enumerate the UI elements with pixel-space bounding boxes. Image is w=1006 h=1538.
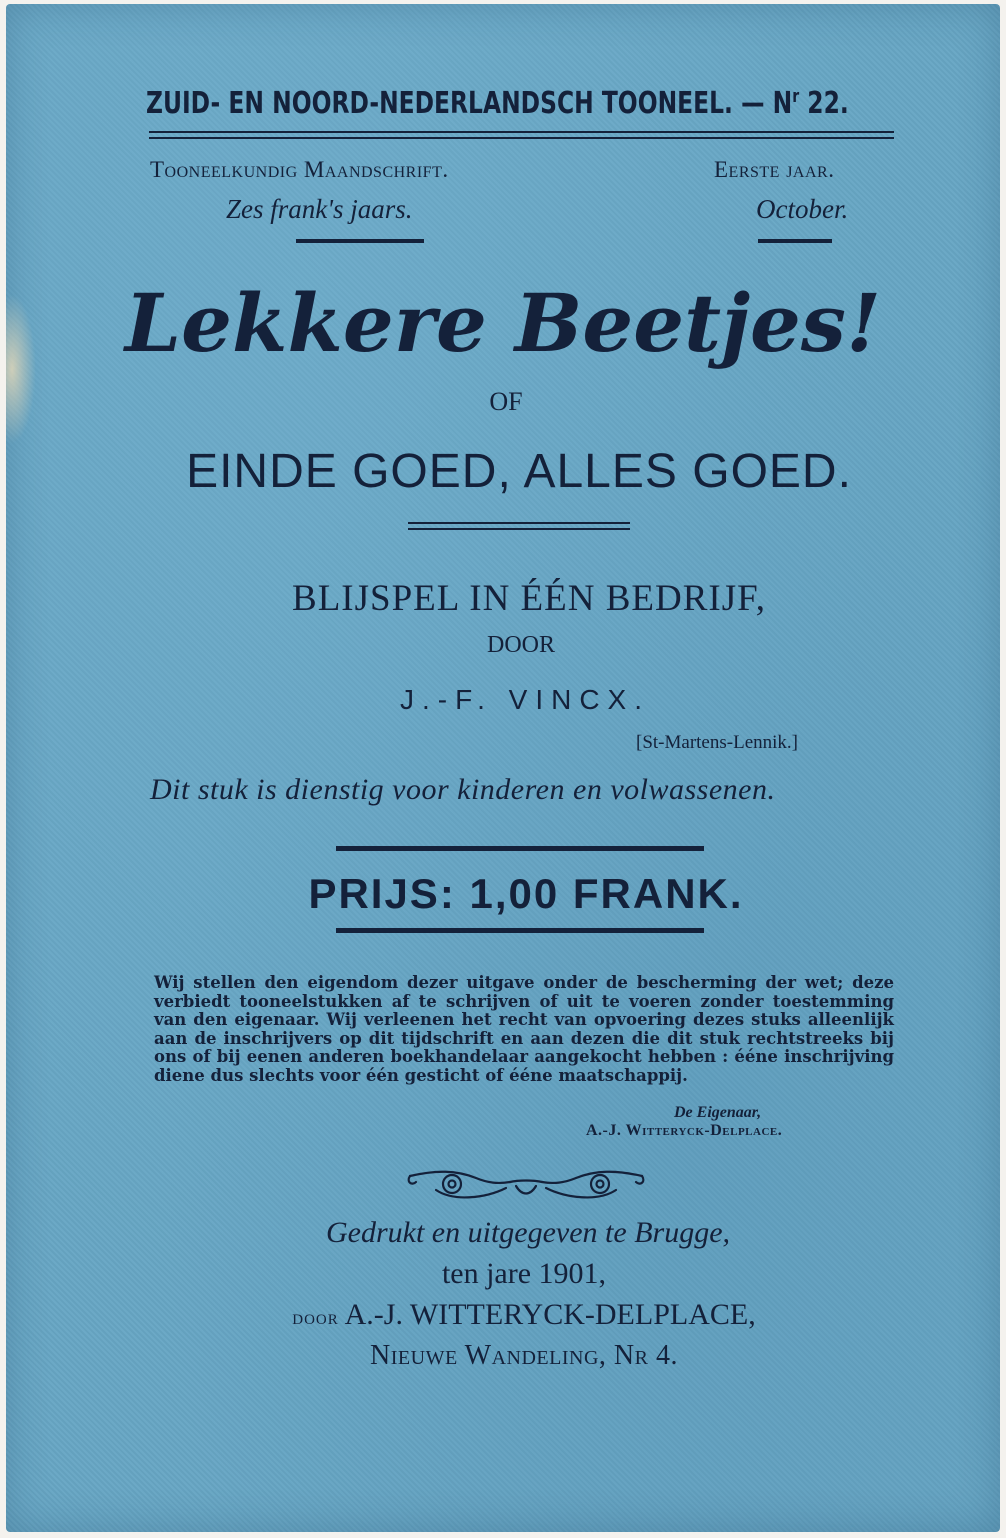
printer-by-word: door — [292, 1304, 339, 1329]
issue-month: October. — [756, 194, 849, 224]
header-rule-bottom — [149, 137, 894, 139]
title-rule-top — [408, 522, 630, 524]
issue-number: 22. — [799, 86, 849, 121]
volume-year: Eerste jaar. — [714, 157, 835, 182]
price-rule-bottom — [336, 928, 704, 933]
owner-name: A.-J. Witteryck-Delplace. — [586, 1122, 783, 1139]
monthly-subtitle: Tooneelkundig Maandschrift. — [150, 157, 449, 182]
issue-number-sup: r — [792, 86, 800, 107]
subscription-price: Zes frank's jaars. — [226, 194, 413, 224]
owner-label: De Eigenaar, — [674, 1104, 762, 1121]
author-name: J.-F. VINCX. — [399, 684, 650, 715]
by-line: DOOR — [486, 632, 555, 658]
title-or: OF — [489, 387, 523, 416]
header-rule-top — [149, 131, 894, 133]
title-rule-bottom — [408, 528, 630, 530]
copyright-notice: Wij stellen den eigendom dezer uitgave onder de bescherming der wet; deze verbiedt tooneelstukken af te schrijven of uit te voeren zonder toestemming van den eigenaar. Wij verleenen het recht van opvoering dezes stuks alleenlijk aan de inschrijvers op dit tijdschrift en aan dezen die dit stuk rechtstreeks bij ons of bij eenen anderen boekhandelaar aangekocht hebben : ééne inschrijving diene dus slechts voor één gesticht of ééne maatschappij. — [154, 973, 894, 1085]
suitability-note: Dit stuk is dienstig voor kinderen en volwassenen. — [150, 773, 776, 806]
printer-address: Nieuwe Wandeling, Nr 4. — [370, 1340, 678, 1371]
main-title: Lekkere Beetjes! — [124, 276, 882, 370]
author-place: [St-Martens-Lennik.] — [636, 732, 798, 753]
printed-year: ten jare 1901, — [441, 1257, 607, 1290]
price-label: PRIJS: 1,00 FRANK. — [308, 870, 744, 917]
price-rule-top — [336, 846, 704, 851]
left-short-rule — [296, 239, 424, 243]
series-name: ZUID- EN NOORD-NEDERLANDSCH TOONEEL. — N — [146, 86, 793, 121]
printed-location: Gedrukt en uitgegeven te Brugge, — [325, 1216, 731, 1249]
play-genre: BLIJSPEL IN ÉÉN BEDRIJF, — [292, 578, 766, 619]
series-title — [146, 86, 849, 121]
ornament-flourish — [406, 1162, 646, 1204]
sub-title: EINDE GOED, ALLES GOED. — [186, 445, 852, 498]
printer-line — [6, 1298, 1006, 1332]
book-cover — [6, 4, 1000, 1532]
printer-name: A.-J. WITTERYCK-DELPLACE, — [338, 1298, 756, 1331]
right-short-rule — [758, 239, 832, 243]
